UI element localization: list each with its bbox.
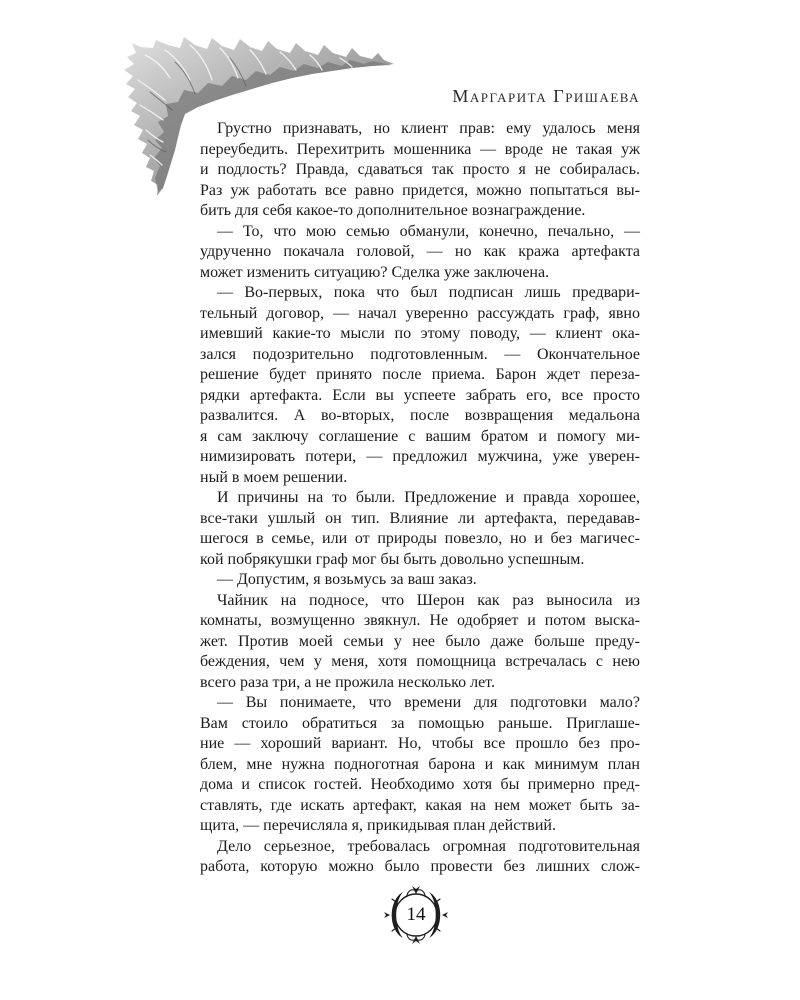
- text-line: бить для себя какое-то дополнительное вознаграждение.: [200, 202, 586, 219]
- text-line: ние — хороший вариант. Но, чтобы все прошло без про-: [200, 735, 640, 752]
- text-line: кой побрякушки граф мог бы быть довольно успешным.: [200, 550, 585, 568]
- text-line: зался подозрительно подготовленным. — Окончательное: [200, 345, 640, 363]
- text-line: решение будет принято после приема. Барон ждет переза-: [200, 366, 640, 383]
- text-line: все-таки ушлый он тип. Влияние ли артефакта, передавав-: [200, 509, 640, 527]
- text-line: Грустно признавать, но клиент прав: ему удалось меня: [217, 120, 640, 137]
- paragraph: [200, 222, 640, 284]
- text-line: блем, мне нужна подноготная барона и как минимум план: [200, 755, 640, 773]
- text-line: Дело серьезное, требовалась огромная подготовительная: [217, 837, 640, 855]
- text-line: может изменить ситуацию? Сделка уже заключена.: [200, 263, 550, 281]
- text-line: — То, что мою семью обманули, конечно, печально, —: [217, 222, 640, 240]
- text-line: И причины на то были. Предложение и правда хорошее,: [217, 489, 640, 506]
- text-line: щита, — перечисляла я, прикидывая план действий.: [200, 817, 556, 834]
- text-line: — Во-первых, пока что был подписан лишь предвари-: [217, 284, 640, 301]
- paragraph: [200, 591, 640, 694]
- text-line: жет. Против моей семьи у нее было даже больше преду-: [200, 632, 640, 650]
- text-line: я сам заключу соглашение с вашим братом и помогу ми-: [200, 427, 640, 445]
- paragraph: [200, 693, 640, 837]
- text-line: и подлость? Правда, сдаваться так просто я не собиралась.: [200, 161, 640, 178]
- text-line: комнаты, возмущенно звякнул. Не одобряет и потом выска-: [200, 612, 640, 629]
- text-line: — Допустим, я возьмусь за ваш заказ.: [217, 571, 477, 588]
- text-line: удрученно покачала головой, — но как кража артефакта: [200, 243, 640, 260]
- text-line: дома и список гостей. Необходимо хотя бы примерно пред-: [200, 776, 640, 793]
- paragraph: [200, 119, 640, 222]
- text-line: переубедить. Перехитрить мошенника — вроде не такая уж: [200, 140, 640, 158]
- text-line: ный в моем решении.: [200, 468, 348, 486]
- text-line: беждения, чем у меня, хотя помощница встречалась с нею: [200, 653, 640, 670]
- text-line: шегося в семье, или от природы повезло, но и без магичес-: [200, 530, 640, 547]
- text-line: имевший какие-то мысли по этому поводу, — клиент ока-: [200, 325, 640, 342]
- paragraph: [200, 488, 640, 570]
- paragraph: [200, 570, 640, 591]
- text-line: развалится. А во-вторых, после возвращения медальона: [200, 407, 640, 424]
- paragraph: [200, 837, 640, 878]
- page-number-badge: [381, 880, 451, 950]
- text-line: нимизировать потери, — предложил мужчина, уже уверен-: [200, 448, 640, 465]
- text-line: — Вы понимаете, что времени для подготовки мало?: [217, 694, 640, 711]
- page-number: 14: [406, 904, 426, 925]
- body-text: [200, 119, 640, 878]
- text-line: работа, которую можно было провести без лишних слож-: [200, 858, 640, 875]
- text-line: Вам стоило обратиться за помощью раньше. Приглаше-: [200, 714, 640, 732]
- text-line: рядки артефакта. Если вы успеете забрать его, все просто: [200, 386, 640, 404]
- text-line: Чайник на подносе, что Шерон как раз выносила из: [217, 591, 640, 609]
- text-line: ставлять, где искать артефакт, какая на нем может быть за-: [200, 796, 640, 814]
- paragraph: [200, 283, 640, 488]
- text-line: всего раза три, а не прожила несколько лет.: [200, 673, 495, 691]
- text-line: Раз уж работать все равно придется, можно попытаться вы-: [200, 181, 640, 199]
- running-head-author: Маргарита Гришаева: [452, 86, 640, 106]
- text-line: тельный договор, — начал уверенно рассуждать граф, явно: [200, 304, 640, 322]
